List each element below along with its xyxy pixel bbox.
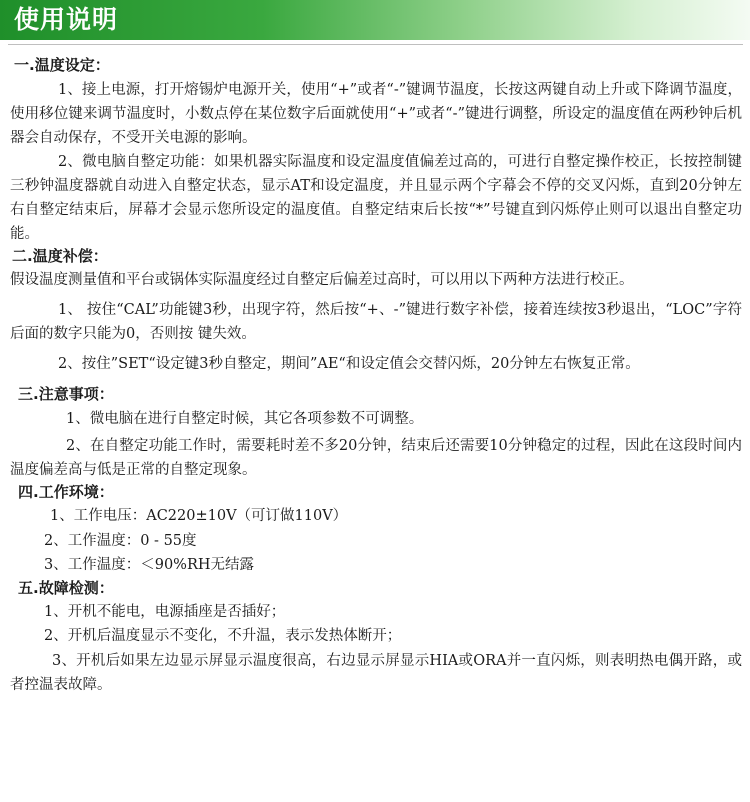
- section-fault-detection: [10, 578, 742, 697]
- paragraph: 2、微电脑自整定功能：如果机器实际温度和设定温度值偏差过高的，可进行自整定操作校正，长按控制键三秒钟温度器就自动进入自整定状态，显示AT和设定温度，并且显示两个字幕会不停的交叉闪烁，直到20分钟左右自整定结束后，屏幕才会显示您所设定的温度值。自整定结束后长按“*”号键直到闪烁停止则可以退出自整定功能。: [10, 154, 742, 242]
- paragraph: 2、按住”SET“设定键3秒自整定，期间”AE“和设定值会交替闪烁，20分钟左右恢复正常。: [58, 356, 640, 372]
- section-heading: 二.温度补偿：: [12, 247, 108, 265]
- section-precautions: [10, 384, 742, 482]
- paragraph: 2、在自整定功能工作时，需要耗时差不多20分钟，结束后还需要10分钟稳定的过程，因此在这段时间内温度偏差高与低是正常的自整定现象。: [10, 438, 742, 478]
- section-heading: 三.注意事项：: [18, 385, 114, 403]
- paragraph: 假设温度测量值和平台或锅体实际温度经过自整定后偏差过高时，可以用以下两种方法进行校正。: [10, 272, 634, 288]
- title-banner: [0, 0, 750, 40]
- divider: [8, 44, 743, 45]
- list-item: 3、工作温度：＜90%RH无结露: [44, 557, 255, 573]
- section-heading: 四.工作环境：: [18, 483, 114, 501]
- list-item: 1、工作电压：AC220±10V（可订做110V）: [50, 508, 348, 524]
- instructions-body: [10, 55, 742, 697]
- paragraph: 1、微电脑在进行自整定时候，其它各项参数不可调整。: [66, 411, 424, 427]
- paragraph: 3、开机后如果左边显示屏显示温度很高，右边显示屏显示HIA或ORA并一直闪烁，则表明热电偶开路，或者控温表故障。: [10, 652, 742, 693]
- list-item: 1、开机不能电，电源插座是否插好；: [44, 603, 286, 620]
- page-title: 使用说明: [14, 5, 119, 34]
- section-heading: 一.温度设定：: [14, 56, 110, 74]
- section-temperature-compensation: [10, 246, 742, 376]
- paragraph: 1、接上电源，打开熔锡炉电源开关，使用“+”或者“-”键调节温度，长按这两键自动上升或下降调节温度，使用移位键来调节温度时，小数点停在某位数字后面就使用“+”或者“-”键进行调整，所设定的温度值在两秒钟后机器会自动保存，不受开关电源的影响。: [10, 82, 742, 146]
- section-heading: 五.故障检测：: [18, 578, 114, 597]
- section-working-environment: [10, 482, 742, 578]
- section-temperature-setting: [10, 55, 742, 246]
- paragraph: 1、 按住“CAL”功能键3秒，出现字符，然后按“+、-”键进行数字补偿，接着连续按3秒退出，“LOC”字符后面的数字只能为0，否则按 键失效。: [10, 302, 742, 342]
- list-item: 2、开机后温度显示不变化，不升温，表示发热体断开；: [44, 628, 402, 644]
- list-item: 2、工作温度：0 - 55度: [44, 532, 197, 549]
